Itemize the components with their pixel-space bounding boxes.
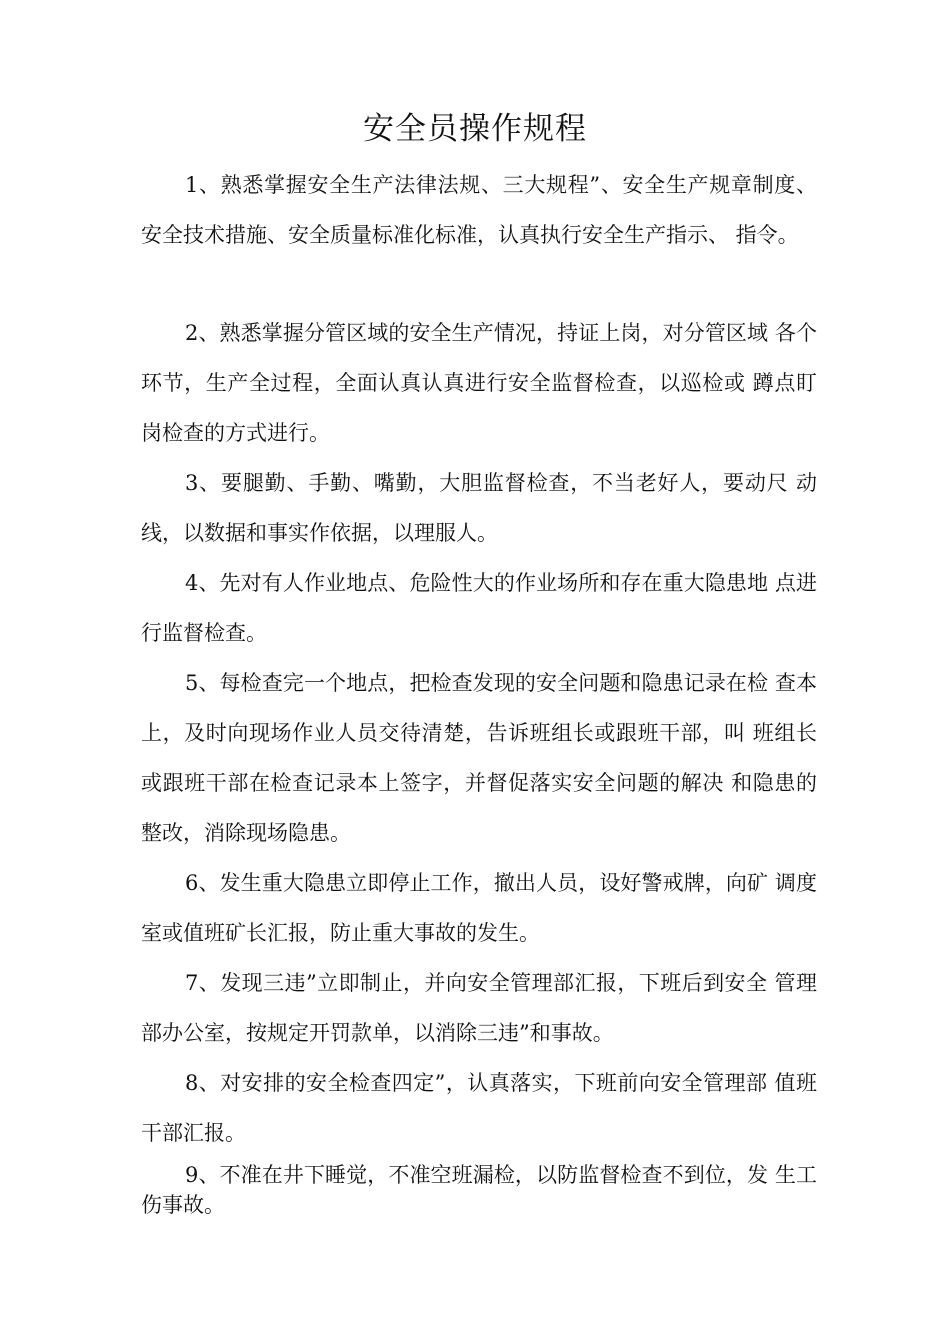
- rule-paragraph-2: 2、熟悉掌握分管区域的安全生产情况，持证上岗，对分管区域 各个环节，生产全过程，全面认真认真进行安全监督检查，以巡检或 蹲点盯岗检查的方式进行。: [141, 321, 817, 445]
- rule-paragraph-4: 4、先对有人作业地点、危险性大的作业场所和存在重大隐患地 点进行监督检查。: [141, 571, 817, 645]
- rule-paragraph-6: 6、发生重大隐患立即停止工作，撤出人员，设好警戒牌，向矿 调度室或值班矿长汇报，防止重大事故的发生。: [141, 871, 817, 945]
- rule-paragraph-5: 5、每检查完一个地点，把检查发现的安全问题和隐患记录在检 查本上，及时向现场作业人员交待清楚，告诉班组长或跟班干部，叫 班组长或跟班干部在检查记录本上签字，并督促落实安全问题的解决 和隐患的整改，消除现场隐患。: [141, 671, 817, 845]
- rule-paragraph-8: 8、对安排的安全检查四定”，认真落实，下班前向安全管理部 值班干部汇报。: [141, 1071, 817, 1145]
- document-title: 安全员操作规程: [363, 111, 587, 147]
- rule-paragraph-1: 1、熟悉掌握安全生产法律法规、三大规程”、安全生产规章制度、安全技术措施、安全质量标准化标准，认真执行安全生产指示、 指令。: [141, 173, 817, 247]
- rule-paragraph-9: 9、不准在井下睡觉，不准空班漏检，以防监督检查不到位，发 生工伤事故。: [141, 1163, 817, 1217]
- rule-paragraph-3: 3、要腿勤、手勤、嘴勤，大胆监督检查，不当老好人，要动尺 动线，以数据和事实作依据，以理服人。: [141, 471, 817, 545]
- rule-paragraph-7: 7、发现三违”立即制止，并向安全管理部汇报，下班后到安全 管理部办公室，按规定开罚款单，以消除三违”和事故。: [141, 971, 817, 1045]
